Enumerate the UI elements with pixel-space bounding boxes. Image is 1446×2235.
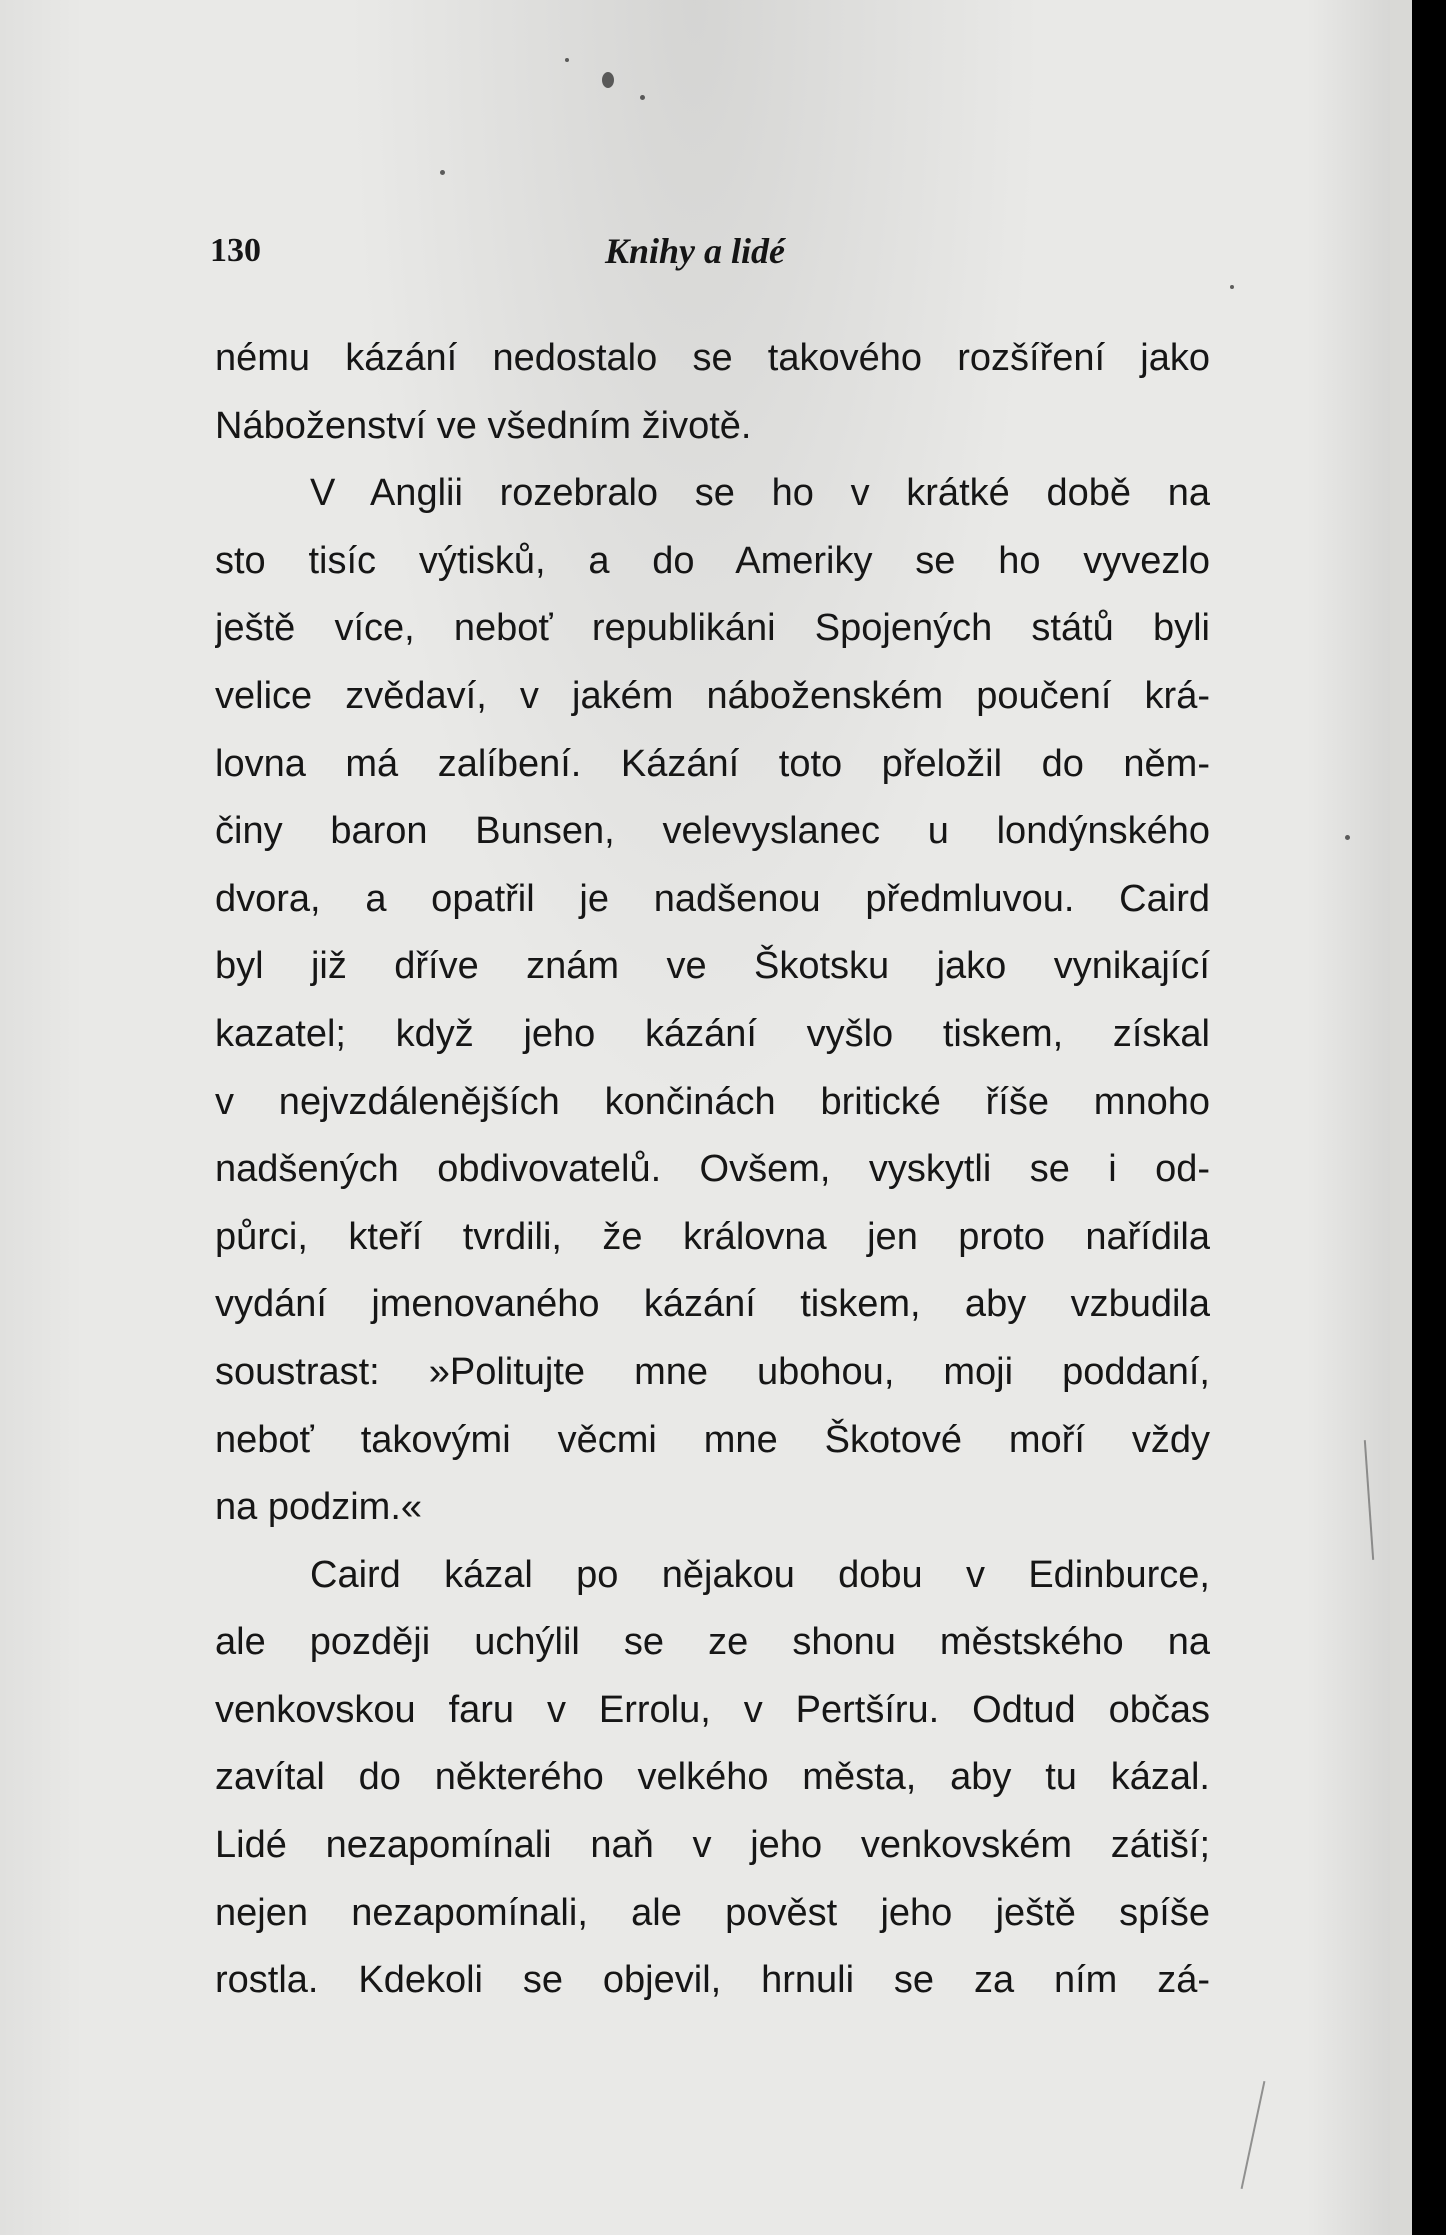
text-line: nému kázání nedostalo se takového rozšíření jako: [215, 337, 1210, 379]
text-line: Náboženství ve všedním životě.: [215, 404, 752, 447]
scan-border: [1412, 0, 1446, 2235]
scan-scratch: [1364, 1440, 1374, 1560]
page-gutter: [1390, 0, 1412, 2235]
text-line: lovna má zalíbení. Kázání toto přeložil do něm-: [215, 742, 1210, 785]
text-line: venkovskou faru v Errolu, v Pertšíru. Odtud občas: [215, 1688, 1210, 1731]
scan-speck: [602, 72, 614, 88]
text-line: byl již dříve znám ve Škotsku jako vynikající: [215, 945, 1210, 988]
text-line: na podzim.«: [215, 1486, 423, 1529]
text-line: půrci, kteří tvrdili, že královna jen proto nařídila: [215, 1215, 1210, 1258]
text-line: činy baron Bunsen, velevyslanec u londýnského: [215, 810, 1210, 853]
text-line: Caird kázal po nějakou dobu v Edinburce,: [310, 1553, 1210, 1596]
scan-speck: [640, 95, 645, 100]
scan-speck: [440, 170, 445, 175]
text-line: dvora, a opatřil je nadšenou předmluvou. Caird: [215, 877, 1210, 920]
text-line: soustrast: »Politujte mne ubohou, moji poddaní,: [215, 1350, 1210, 1393]
page-number: 130: [210, 232, 261, 269]
text-line: v nejvzdálenějších končinách britické říše mnoho: [215, 1080, 1210, 1123]
text-line: ale později uchýlil se ze shonu městského na: [215, 1621, 1210, 1664]
body-text: [215, 325, 1210, 2015]
text-line: zavítal do některého velkého města, aby tu kázal.: [215, 1756, 1210, 1799]
text-line: velice zvědaví, v jakém náboženském poučení krá-: [215, 674, 1210, 717]
scan-scratch: [1241, 2081, 1266, 2189]
text-line: rostla. Kdekoli se objevil, hrnuli se za ním zá-: [215, 1959, 1210, 2002]
text-line: ještě více, neboť republikáni Spojených států byli: [215, 607, 1210, 650]
text-line: vydání jmenovaného kázání tiskem, aby vzbudila: [215, 1283, 1210, 1326]
page-header: [210, 232, 1210, 282]
text-line: kazatel; když jeho kázání vyšlo tiskem, získal: [215, 1012, 1210, 1055]
text-line: sto tisíc výtisků, a do Ameriky se ho vyvezlo: [215, 539, 1210, 582]
text-line: V Anglii rozebralo se ho v krátké době na: [310, 472, 1210, 515]
scan-speck: [565, 58, 569, 62]
scan-speck: [1230, 285, 1234, 289]
text-line: Lidé nezapomínali naň v jeho venkovském zátiší;: [215, 1824, 1210, 1867]
text-line: nadšených obdivovatelů. Ovšem, vyskytli se i od-: [215, 1148, 1210, 1191]
running-title: Knihy a lidé: [605, 231, 786, 271]
text-line: nejen nezapomínali, ale pověst jeho ještě spíše: [215, 1891, 1210, 1934]
text-line: neboť takovými věcmi mne Škotové moří vždy: [215, 1418, 1210, 1461]
scan-speck: [1345, 835, 1350, 840]
